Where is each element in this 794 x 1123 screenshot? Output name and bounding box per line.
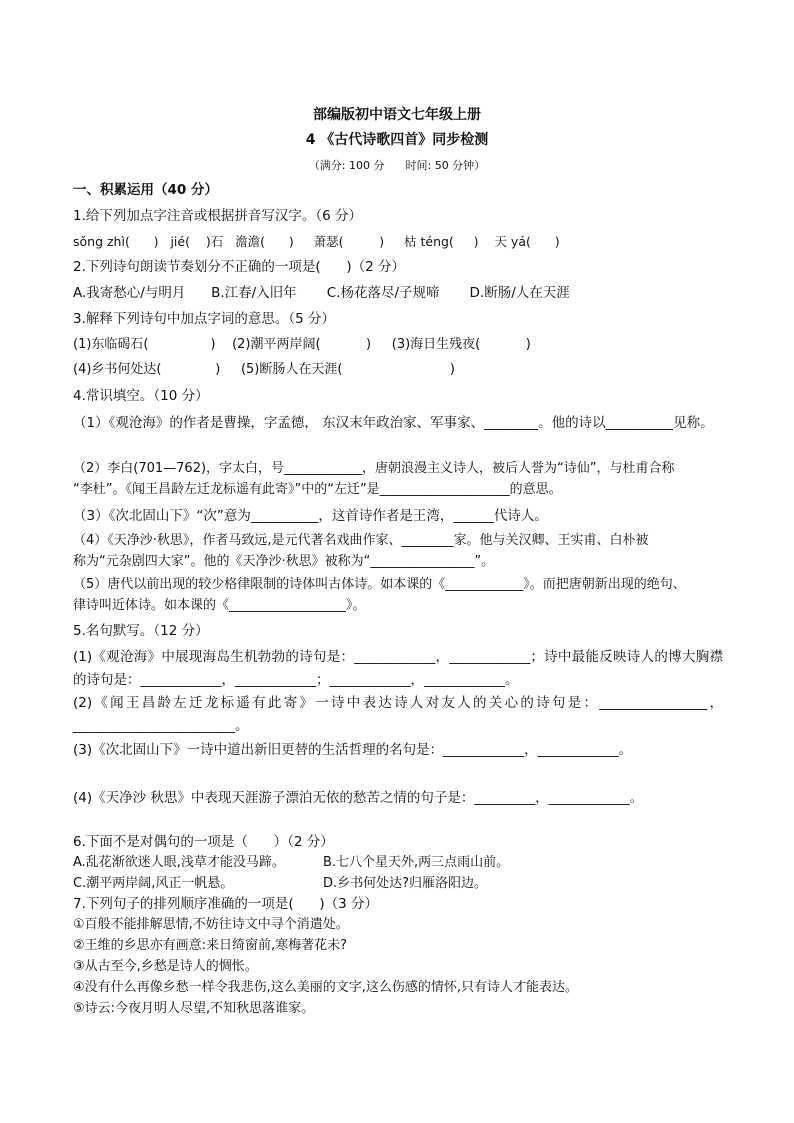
question-5-part-2: (2)《闻王昌龄左迁龙标遥有此寄》一诗中表达诗人对友人的关心的诗句是：________________，________________________。 — [73, 695, 723, 734]
question-4-part-4a: （4）《天净沙·秋思》，作者马致远,是元代著名戏曲作家、________家。他与关汉卿、王实甫、白朴被 — [73, 533, 649, 548]
question-5-part-1: (1)《观沧海》中展现海岛生机勃勃的诗句是：____________，____________；诗中最能反映诗人的博大胸襟的诗句是：____________，____________；____________，____________。 — [73, 649, 723, 688]
question-7-sentence-5: ⑤诗云:今夜月明人尽望,不知秋思落谁家。 — [73, 1001, 315, 1016]
question-4-stem: 4.常识填空。（10 分） — [73, 388, 209, 404]
question-6-option-a: A.乱花渐欲迷人眼,浅草才能没马蹄。 — [73, 855, 285, 870]
question-3-row-1: (1)东临碣石( ) (2)潮平两岸阔( ) (3)海日生残夜( ) — [73, 337, 531, 352]
page-subtitle: 4 《古代诗歌四首》同步检测 — [305, 132, 489, 148]
question-2-options: A.我寄愁心/与明月 B.江春/入旧年 C.杨花落尽/子规啼 D.断肠/人在天涯 — [73, 285, 570, 301]
question-3-stem: 3.解释下列诗句中加点字词的意思。（5 分） — [73, 311, 336, 327]
question-1-stem: 1.给下列加点字注音或根据拼音写汉字。（6 分） — [73, 208, 363, 224]
question-5-part-4: (4)《天净沙 秋思》中表现天涯游子漂泊无依的愁苦之情的句子是：_________，____________。 — [73, 790, 644, 806]
question-2-stem: 2.下列诗句朗读节奏划分不正确的一项是( )（2 分） — [73, 259, 406, 275]
page-title: 部编版初中语文七年级上册 — [313, 107, 481, 123]
exam-meta: （满分: 100 分 时间: 50 分钟） — [308, 159, 486, 172]
question-6-option-d: D.乡书何处达?归雁洛阳边。 — [323, 876, 488, 891]
question-7-sentence-2: ②王维的乡思亦有画意:来日绮窗前,寒梅著花未? — [73, 938, 348, 953]
question-6-stem: 6.下面不是对偶句的一项是（ ）（2 分） — [73, 834, 334, 850]
question-4-part-4b: 称为“元杂剧四大家”。他的《天净沙·秋思》被称为“________________”。 — [73, 554, 495, 569]
question-4-part-5b: 律诗叫近体诗。如本课的《__________________》。 — [73, 598, 366, 613]
question-7-sentence-4: ④没有什么再像乡愁一样令我悲伤,这么美丽的文字,这么伤感的情怀,只有诗人才能表达。 — [73, 980, 579, 995]
question-4-part-5a: （5）唐代以前出现的较少格律限制的诗体叫古体诗。如本课的《____________》。而把唐朝新出现的绝句、 — [73, 577, 686, 592]
question-5-stem: 5.名句默写。（12 分） — [73, 623, 209, 639]
question-6-option-b: B.七八个星天外,两三点雨山前。 — [323, 855, 510, 870]
question-7-sentence-1: ①百般不能排解思情,不妨往诗文中寻个消遣处。 — [73, 917, 349, 932]
section-heading: 一、积累运用（40 分） — [73, 182, 218, 198]
question-4-part-3: （3）《次北固山下》“次”意为__________，这首诗作者是王湾，______代诗人。 — [73, 508, 548, 524]
question-4-part-1: （1）《观沧海》的作者是曹操，字孟德， 东汉末年政治家、军事家、________。他的诗以__________见称。 — [73, 415, 714, 431]
question-5-part-3: (3)《次北固山下》一诗中道出新旧更替的生活哲理的名句是：____________，____________。 — [73, 742, 633, 758]
question-3-row-2: (4)乡书何处达( ) (5)断肠人在天涯( ) — [73, 362, 455, 377]
question-7-sentence-3: ③从古至今,乡愁是诗人的惆怅。 — [73, 959, 258, 974]
question-4-part-2b: “李杜”。《闻王昌龄左迁龙标遥有此寄》”中的“左迁”是____________________的意思。 — [73, 482, 562, 497]
question-6-option-c: C.潮平两岸阔,风正一帆悬。 — [73, 876, 234, 891]
question-7-stem: 7.下列句子的排列顺序准确的一项是( )（3 分） — [73, 896, 379, 912]
question-4-part-2a: （2）李白(701—762)，字太白，号____________，唐朝浪漫主义诗人，被后人誉为“诗仙”，与杜甫合称 — [73, 461, 675, 476]
question-1-items: sǒng zhì( ) jié( )石 澹澹( ) 萧瑟( ) 枯 téng( ) 天 yá( ) — [73, 234, 560, 249]
